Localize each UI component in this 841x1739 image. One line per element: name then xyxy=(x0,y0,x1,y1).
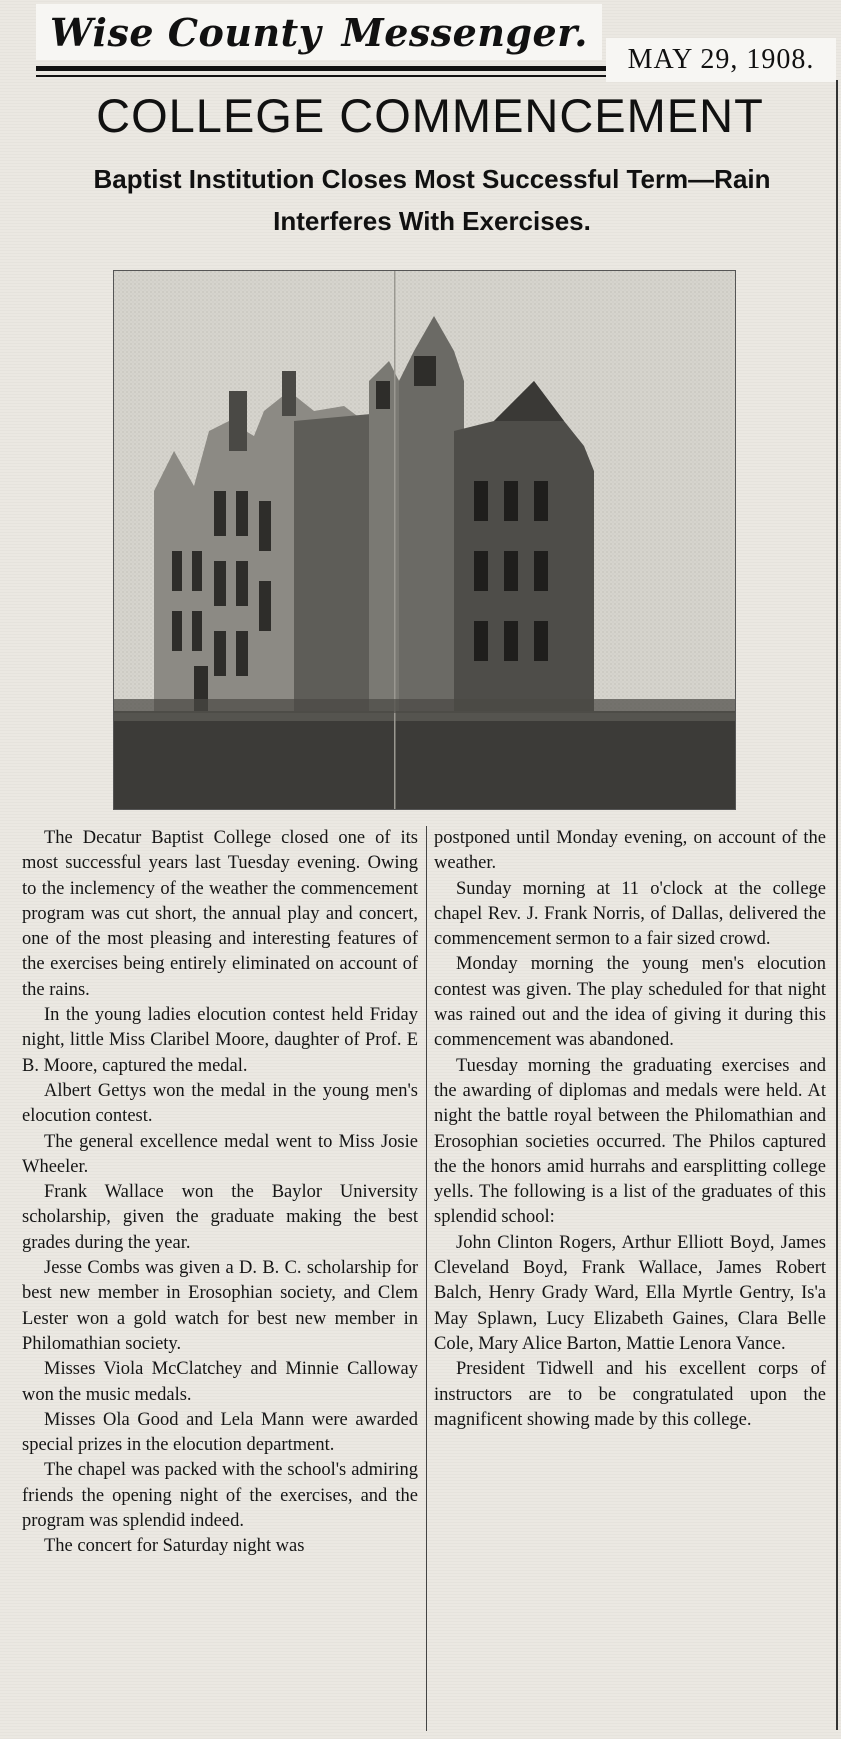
subheadline xyxy=(22,158,841,242)
article-column-2 xyxy=(434,826,826,1433)
paragraph: Monday morning the young men's elocution contest was given. The play scheduled for that night was rained out and the idea of giving it during this commencement was abandoned. xyxy=(434,954,826,1051)
paragraph: The Decatur Baptist College closed one of its most successful years last Tuesday evening. Owing to the inclemency of the weather the commencement program was cut short, the annual play and concert, one of the most pleasing and interesting features of the exercises being entirely eliminated on account of the rains. xyxy=(22,828,418,1000)
paragraph: The general excellence medal went to Miss Josie Wheeler. xyxy=(22,1131,418,1177)
page-border-rule xyxy=(836,80,838,1730)
issue-date: MAY 29, 1908. xyxy=(606,38,836,82)
masthead-rule-thin xyxy=(36,75,606,77)
subhead-line-1: Baptist Institution Closes Most Successful Term—Rain xyxy=(93,164,771,194)
paragraph: President Tidwell and his excellent corps of instructors are to be congratulated upon the magnificent showing made by this college. xyxy=(434,1359,826,1430)
paragraph: Albert Gettys won the medal in the young men's elocution contest. xyxy=(22,1080,418,1127)
graduates-list: John Clinton Rogers, Arthur Elliott Boyd, James Cleveland Boyd, Frank Wallace, James Robert Balch, Henry Grady Ward, Ella Myrtle Gentry, Is'a May Splawn, Lucy Elizabeth Gaines, Clara Belle Cole, Mary Alice Barton, Mattie Lenora Vance. xyxy=(434,1232,826,1354)
paragraph: Misses Viola McClatchey and Minnie Calloway won the music medals. xyxy=(22,1359,418,1405)
headline: COLLEGE COMMENCEMENT xyxy=(96,89,764,142)
paragraph: Tuesday morning the graduating exercises and the awarding of diplomas and medals were held. At night the battle royal between the Philomathian and Erosophian societies occurred. The Philos captured the the honors amid hurrahs and earsplitting college yells. The following is a list of the graduates of this splendid school: xyxy=(434,1055,826,1228)
paragraph: postponed until Monday evening, on account of the weather. xyxy=(434,828,826,874)
paragraph: Jesse Combs was given a D. B. C. scholarship for best new member in Erosophian society, and Clem Lester won a gold watch for best new member in Philomathian society. xyxy=(22,1258,418,1354)
college-building-photo xyxy=(113,270,736,810)
masthead xyxy=(36,4,602,60)
article-column-1 xyxy=(22,826,418,1560)
paragraph: Misses Ola Good and Lela Mann were awarded special prizes in the elocution department. xyxy=(22,1409,418,1456)
masthead-rule xyxy=(36,66,606,71)
subhead-line-2: Interferes With Exercises. xyxy=(273,206,591,236)
paragraph: The concert for Saturday night was xyxy=(44,1536,305,1557)
column-divider xyxy=(426,826,427,1731)
paragraph: The chapel was packed with the school's admiring friends the opening night of the exercises, and the program was splendid indeed. xyxy=(22,1460,418,1532)
masthead-name-left: Wise County xyxy=(50,9,322,55)
paragraph: Frank Wallace won the Baylor University scholarship, given the graduate making the best grades during the year. xyxy=(22,1182,418,1253)
paragraph: Sunday morning at 11 o'clock at the college chapel Rev. J. Frank Norris, of Dallas, delivered the commencement sermon to a fair sized crowd. xyxy=(434,878,826,950)
paragraph: In the young ladies elocution contest held Friday night, little Miss Claribel Moore, daughter of Prof. E B. Moore, captured the medal. xyxy=(22,1005,418,1076)
masthead-name-right: Messenger. xyxy=(341,9,588,55)
